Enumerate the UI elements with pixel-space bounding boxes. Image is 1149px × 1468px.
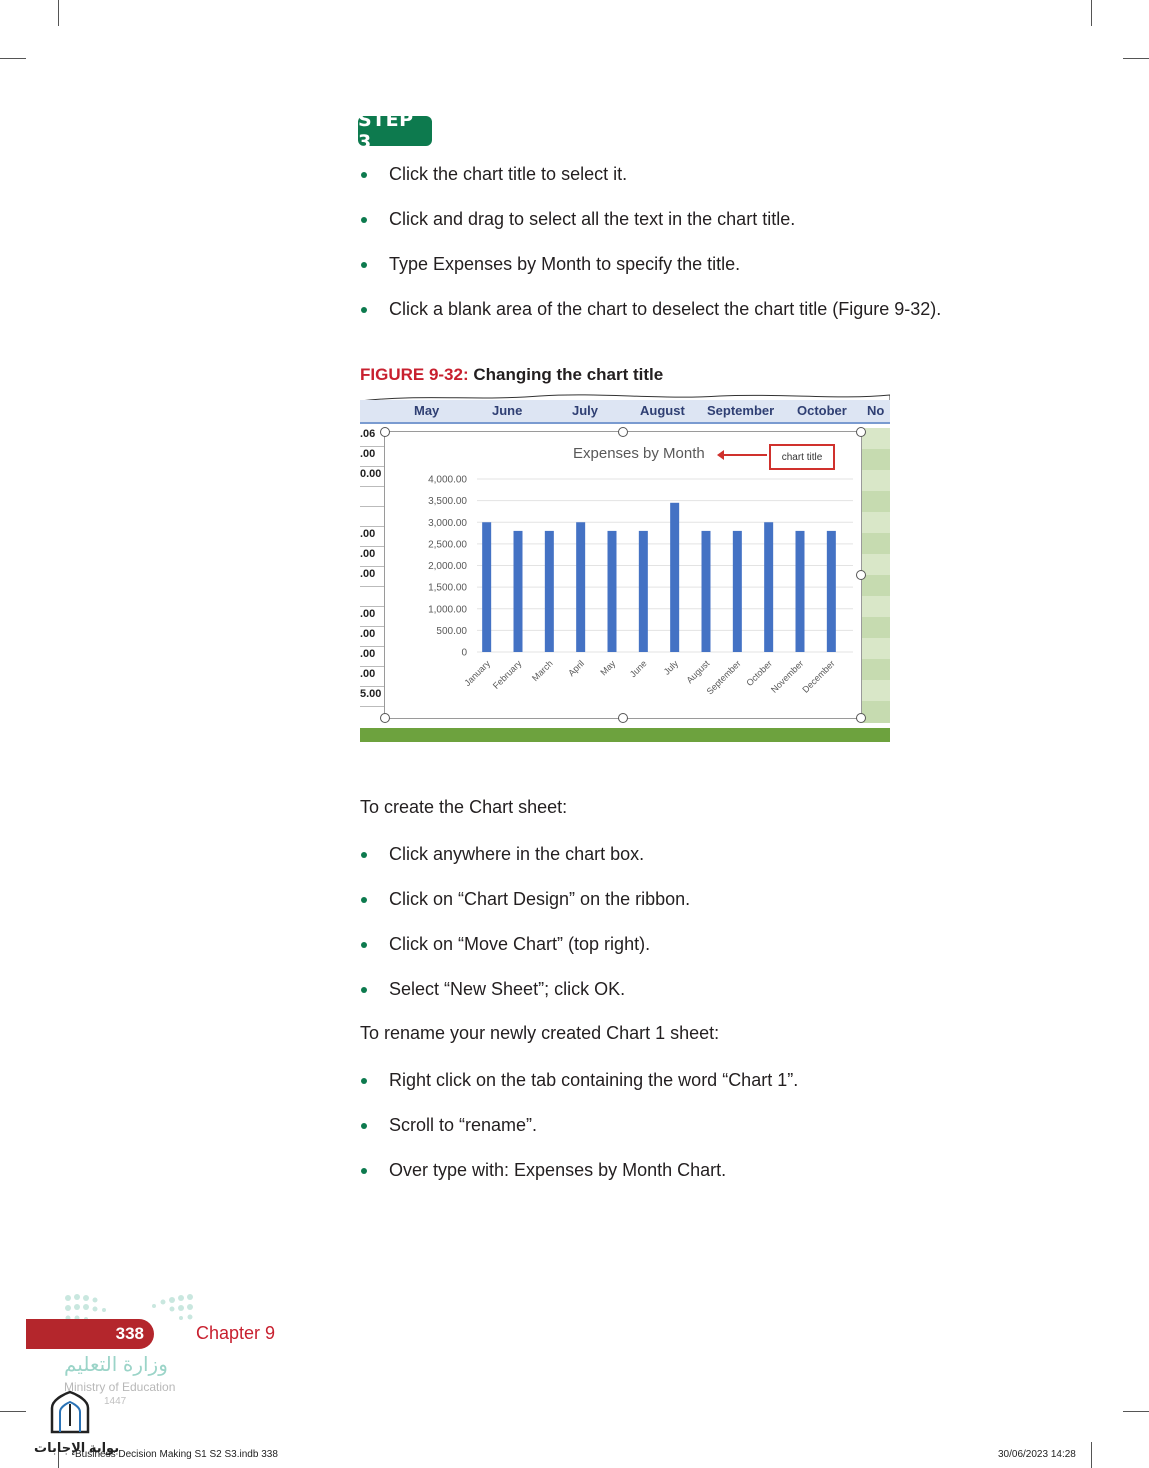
bar-chart [385, 432, 861, 718]
x-tick-label: June [627, 658, 649, 680]
row-cell: .00 [360, 668, 384, 687]
list-item: Right click on the tab containing the word “Chart 1”. [360, 1068, 798, 1113]
row-cell [862, 638, 890, 661]
y-tick-label: 3,000.00 [428, 517, 467, 529]
row-cell [862, 596, 890, 619]
ministry-name-arabic: وزارة التعليم [64, 1354, 168, 1376]
callout-label: chart title [769, 444, 835, 470]
crop-mark [1123, 58, 1149, 59]
x-tick-label: December [800, 658, 837, 695]
x-tick-label: February [490, 658, 524, 691]
row-cell [360, 508, 384, 527]
step-badge: STEP 3 [358, 116, 432, 146]
column-header: June [492, 403, 523, 418]
row-cell: .00 [360, 628, 384, 647]
column-header: No [867, 403, 885, 418]
list-item: Click the chart title to select it. [360, 162, 941, 207]
y-tick-label: 2,500.00 [428, 539, 467, 551]
bar[interactable] [482, 522, 491, 652]
column-header: October [797, 403, 847, 418]
bar[interactable] [545, 531, 554, 652]
x-tick-label: August [684, 658, 712, 686]
bar[interactable] [514, 531, 523, 652]
chapter-label: Chapter 9 [196, 1323, 276, 1343]
list-item: Click a blank area of the chart to deselect the chart title (Figure 9-32). [360, 297, 941, 342]
row-cell: .00 [360, 568, 384, 587]
y-tick-label: 2,000.00 [428, 561, 467, 572]
x-tick-label: March [529, 658, 555, 684]
column-header: May [414, 403, 440, 418]
list-item: Scroll to “rename”. [360, 1113, 798, 1158]
bar[interactable] [608, 531, 617, 652]
chart-sheet-intro: To create the Chart sheet: [360, 797, 568, 817]
print-date: 30/06/2023 14:28 [998, 1449, 1076, 1460]
row-cell [862, 659, 890, 682]
rename-intro: To rename your newly created Chart 1 sheet: [360, 1023, 720, 1043]
row-cell [862, 680, 890, 703]
figure-caption-text: Changing the chart title [473, 365, 664, 384]
list-item: Select “New Sheet”; click OK. [360, 977, 690, 1022]
row-cell: 0.00 [360, 468, 384, 487]
bar[interactable] [576, 522, 585, 652]
column-header: August [640, 403, 685, 418]
list-item: Click and drag to select all the text in the chart title. [360, 207, 941, 252]
x-tick-label: April [566, 658, 587, 679]
list-item: Click on “Move Chart” (top right). [360, 932, 690, 977]
figure-caption [360, 365, 663, 385]
bar[interactable] [702, 531, 711, 652]
bar[interactable] [827, 531, 836, 652]
column-header: September [707, 403, 775, 418]
row-cell: .00 [360, 448, 384, 467]
y-tick-label: 4,000.00 [428, 474, 467, 486]
crop-mark [0, 58, 26, 59]
ministry-name-english: Ministry of Education [64, 1380, 176, 1394]
list-item: Over type with: Expenses by Month Chart. [360, 1158, 798, 1203]
crop-mark [1091, 0, 1092, 26]
row-cell: 5.00 [360, 688, 384, 707]
green-row-strip [360, 728, 890, 742]
row-cell [360, 588, 384, 607]
figure-number: FIGURE 9-32: [360, 365, 469, 384]
crop-mark [58, 0, 59, 26]
row-cell [862, 470, 890, 493]
x-tick-label: May [598, 658, 618, 678]
y-tick-label: 3,500.00 [428, 496, 467, 508]
row-cell [862, 701, 890, 724]
x-tick-label: September [704, 658, 743, 697]
y-tick-label: 1,000.00 [428, 604, 467, 616]
x-tick-label: November [768, 658, 806, 695]
column-header: July [572, 403, 599, 418]
x-tick-label: October [744, 658, 775, 689]
chart-sheet-bullet-list [360, 842, 690, 1022]
row-cell [862, 533, 890, 556]
crop-mark [1123, 1411, 1149, 1412]
bar[interactable] [639, 531, 648, 652]
x-tick-label: January [462, 658, 493, 689]
bar[interactable] [670, 503, 679, 652]
list-item: Click anywhere in the chart box. [360, 842, 690, 887]
x-tick-label: July [661, 658, 681, 677]
mosque-logo-icon [48, 1390, 92, 1434]
bar[interactable] [764, 522, 773, 652]
crop-mark [0, 1411, 26, 1412]
y-tick-label: 500.00 [436, 625, 467, 637]
row-cell: .00 [360, 648, 384, 667]
row-cell: .00 [360, 548, 384, 567]
chart-title[interactable]: Expenses by Month [573, 445, 705, 462]
row-cell [862, 449, 890, 472]
row-cell: .06 [360, 428, 384, 447]
file-info: Business Decision Making S1 S2 S3.indb 338 [75, 1449, 278, 1460]
row-cell [862, 575, 890, 598]
row-cell [862, 428, 890, 451]
crop-mark [1091, 1442, 1092, 1468]
list-item: Click on “Chart Design” on the ribbon. [360, 887, 690, 932]
ministry-year: 1447 [104, 1396, 127, 1407]
row-cell [360, 488, 384, 507]
bar[interactable] [796, 531, 805, 652]
row-cell [862, 512, 890, 535]
column-header-row [360, 400, 890, 424]
list-item: Type Expenses by Month to specify the title. [360, 252, 941, 297]
figure-screenshot [360, 392, 890, 742]
step-bullet-list [360, 162, 941, 342]
page-number: 338 [26, 1319, 154, 1349]
y-tick-label: 0 [461, 647, 467, 659]
chart-area[interactable] [384, 431, 862, 719]
row-cell [862, 491, 890, 514]
row-cell: .00 [360, 608, 384, 627]
y-tick-label: 1,500.00 [428, 582, 467, 594]
row-cell [862, 617, 890, 640]
site-logo-text: بوابة الإجابات [34, 1440, 120, 1455]
row-cell [862, 554, 890, 577]
bar[interactable] [733, 531, 742, 652]
rename-bullet-list [360, 1068, 798, 1203]
row-cell: .00 [360, 528, 384, 547]
